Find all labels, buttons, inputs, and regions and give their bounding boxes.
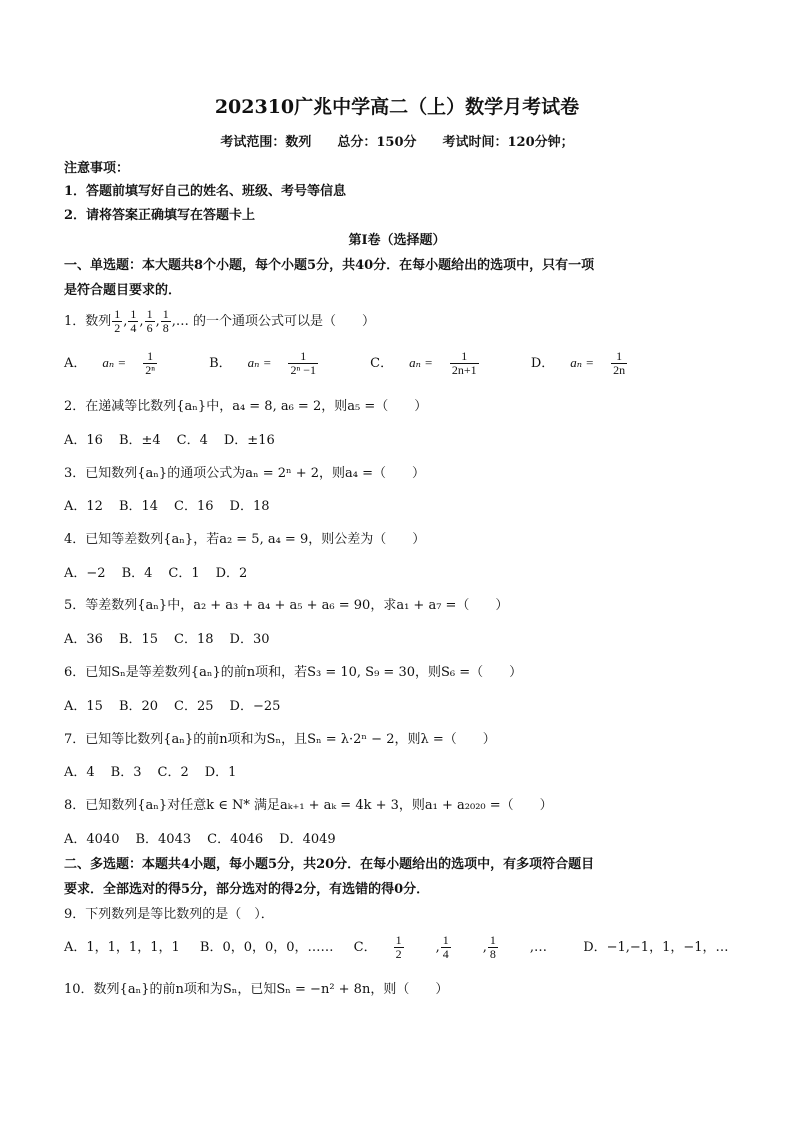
part1-title: 第Ⅰ卷（选择题）	[348, 233, 446, 248]
q1-frac-2: $\frac{1}{4}$	[130, 307, 137, 335]
q3-option-a[interactable]: A．12	[64, 499, 103, 514]
q1-frac-4: $\frac{1}{8}$	[162, 307, 169, 335]
q3-option-d[interactable]: D．18	[229, 499, 270, 514]
section2-line1: 二、多选题：本题共4小题，每小题5分，共20分．在每小题给出的选项中，有多项符合题目	[64, 857, 595, 872]
question-4: 4．已知等差数列{aₙ}，若a₂ = 5, a₄ = 9，则公差为（ ）	[64, 532, 426, 547]
q7-option-b[interactable]: B．3	[110, 765, 142, 780]
q2-option-b[interactable]: B．±4	[118, 433, 161, 448]
notes-header: 注意事项：	[64, 161, 130, 176]
q8-options	[64, 831, 352, 849]
q7-option-c[interactable]: C．2	[157, 765, 189, 780]
q1-prefix: 1．数列	[64, 314, 112, 329]
q6-option-d[interactable]: D．−25	[229, 699, 281, 714]
q2-option-a[interactable]: A．16	[64, 433, 103, 448]
q1-option-b[interactable]: B． aₙ = $\frac{1}{\text{2ⁿ −1}}$	[209, 349, 317, 377]
question-3: 3．已知数列{aₙ}的通项公式为aₙ = 2ⁿ + 2，则a₄ =（ ）	[64, 466, 426, 481]
q4-option-d[interactable]: D．2	[215, 566, 248, 581]
q9-option-d[interactable]: D．−1,−1，1，−1，…	[583, 940, 729, 955]
q8-option-b[interactable]: B．4043	[135, 832, 192, 847]
exam-info: 考试范围：数列 总分：150分 考试时间：120分钟；	[220, 135, 574, 150]
q7-option-a[interactable]: A．4	[64, 765, 95, 780]
q1-option-c[interactable]: C． aₙ = $\frac{1}{2n+1}$	[370, 349, 477, 377]
q1-option-d[interactable]: D． aₙ = $\frac{1}{2n}$	[530, 349, 626, 377]
q5-options	[64, 631, 286, 649]
q8-option-c[interactable]: C．4046	[207, 832, 264, 847]
q9-option-b[interactable]: B．0，0，0，0，……	[199, 940, 334, 955]
q9-option-a[interactable]: A．1，1，1，1，1	[64, 940, 180, 955]
question-10: 10．数列{aₙ}的前n项和为Sₙ，已知Sₙ = −n² + 8n，则（ ）	[64, 982, 449, 997]
q3-option-b[interactable]: B．14	[118, 499, 159, 514]
q4-option-b[interactable]: B．4	[121, 566, 153, 581]
q7-option-d[interactable]: D．1	[204, 765, 237, 780]
note-1: 1．答题前填写好自己的姓名、班级、考号等信息	[64, 184, 347, 199]
q1-frac-1: $\frac{1}{2}$	[114, 307, 121, 335]
q2-options	[64, 432, 291, 450]
q5-option-a[interactable]: A．36	[64, 632, 103, 647]
question-1: 1．数列 $\frac{1}{2}$ , $\frac{1}{4}$ , $\frac{1}{6}$ , $\frac{1}{8}$ ,… 的一个通项公式可以是（ ）	[64, 307, 375, 335]
section1-line1: 一、单选题：本大题共8个小题，每个小题5分，共40分．在每小题给出的选项中，只有一项	[64, 258, 595, 273]
page-title: 202310广兆中学高二（上）数学月考试卷	[214, 96, 580, 118]
note-2: 2．请将答案正确填写在答题卡上	[64, 208, 256, 223]
q8-option-d[interactable]: D．4049	[279, 832, 336, 847]
q6-option-b[interactable]: B．20	[118, 699, 159, 714]
question-9: 9．下列数列是等比数列的是（ ）．	[64, 907, 274, 922]
section1-line2: 是符合题目要求的．	[64, 283, 182, 298]
q3-option-c[interactable]: C．16	[174, 499, 214, 514]
q1-options	[64, 350, 675, 377]
q3-options	[64, 498, 286, 516]
q6-options	[64, 698, 296, 716]
q4-options	[64, 565, 263, 583]
q6-option-a[interactable]: A．15	[64, 699, 103, 714]
q2-option-d[interactable]: D．±16	[223, 433, 275, 448]
q9-option-c[interactable]: C． $\frac{1}{2}$ , $\frac{1}{4}$ , $\frac{1}{8}$ ,…	[353, 933, 548, 961]
question-7: 7．已知等比数列{aₙ}的前n项和为Sₙ，且Sₙ = λ·2ⁿ − 2，则λ =（ ）	[64, 732, 496, 747]
question-5: 5．等差数列{aₙ}中，a₂ + a₃ + a₄ + a₅ + a₆ = 90，求a₁ + a₇ =（ ）	[64, 598, 509, 613]
q5-option-c[interactable]: C．18	[174, 632, 214, 647]
q1-suffix: ,… 的一个通项公式可以是（ ）	[171, 314, 375, 329]
section2-line2: 要求．全部选对的得5分，部分选对的得2分，有选错的得0分．	[64, 882, 430, 897]
q4-option-a[interactable]: A．−2	[64, 566, 106, 581]
q1-option-a[interactable]: A． aₙ = $\frac{1}{\text{2ⁿ}}$	[64, 349, 155, 377]
q2-option-c[interactable]: C．4	[176, 433, 208, 448]
q8-option-a[interactable]: A．4040	[64, 832, 120, 847]
q6-option-c[interactable]: C．25	[174, 699, 214, 714]
question-6: 6．已知Sₙ是等差数列{aₙ}的前n项和，若S₃ = 10, S₉ = 30，则S₆ =（ ）	[64, 665, 523, 680]
q1-frac-3: $\frac{1}{6}$	[146, 307, 153, 335]
q5-option-d[interactable]: D．30	[229, 632, 270, 647]
q4-option-c[interactable]: C．1	[168, 566, 200, 581]
q9-options	[64, 934, 745, 961]
question-2: 2．在递减等比数列{aₙ}中，a₄ = 8, a₆ = 2，则a₅ =（ ）	[64, 399, 428, 414]
q5-option-b[interactable]: B．15	[118, 632, 159, 647]
q7-options	[64, 764, 252, 782]
question-8: 8．已知数列{aₙ}对任意k ∈ N* 满足aₖ₊₁ + aₖ = 4k + 3，则a₁ + a₂₀₂₀ =（ ）	[64, 798, 553, 813]
